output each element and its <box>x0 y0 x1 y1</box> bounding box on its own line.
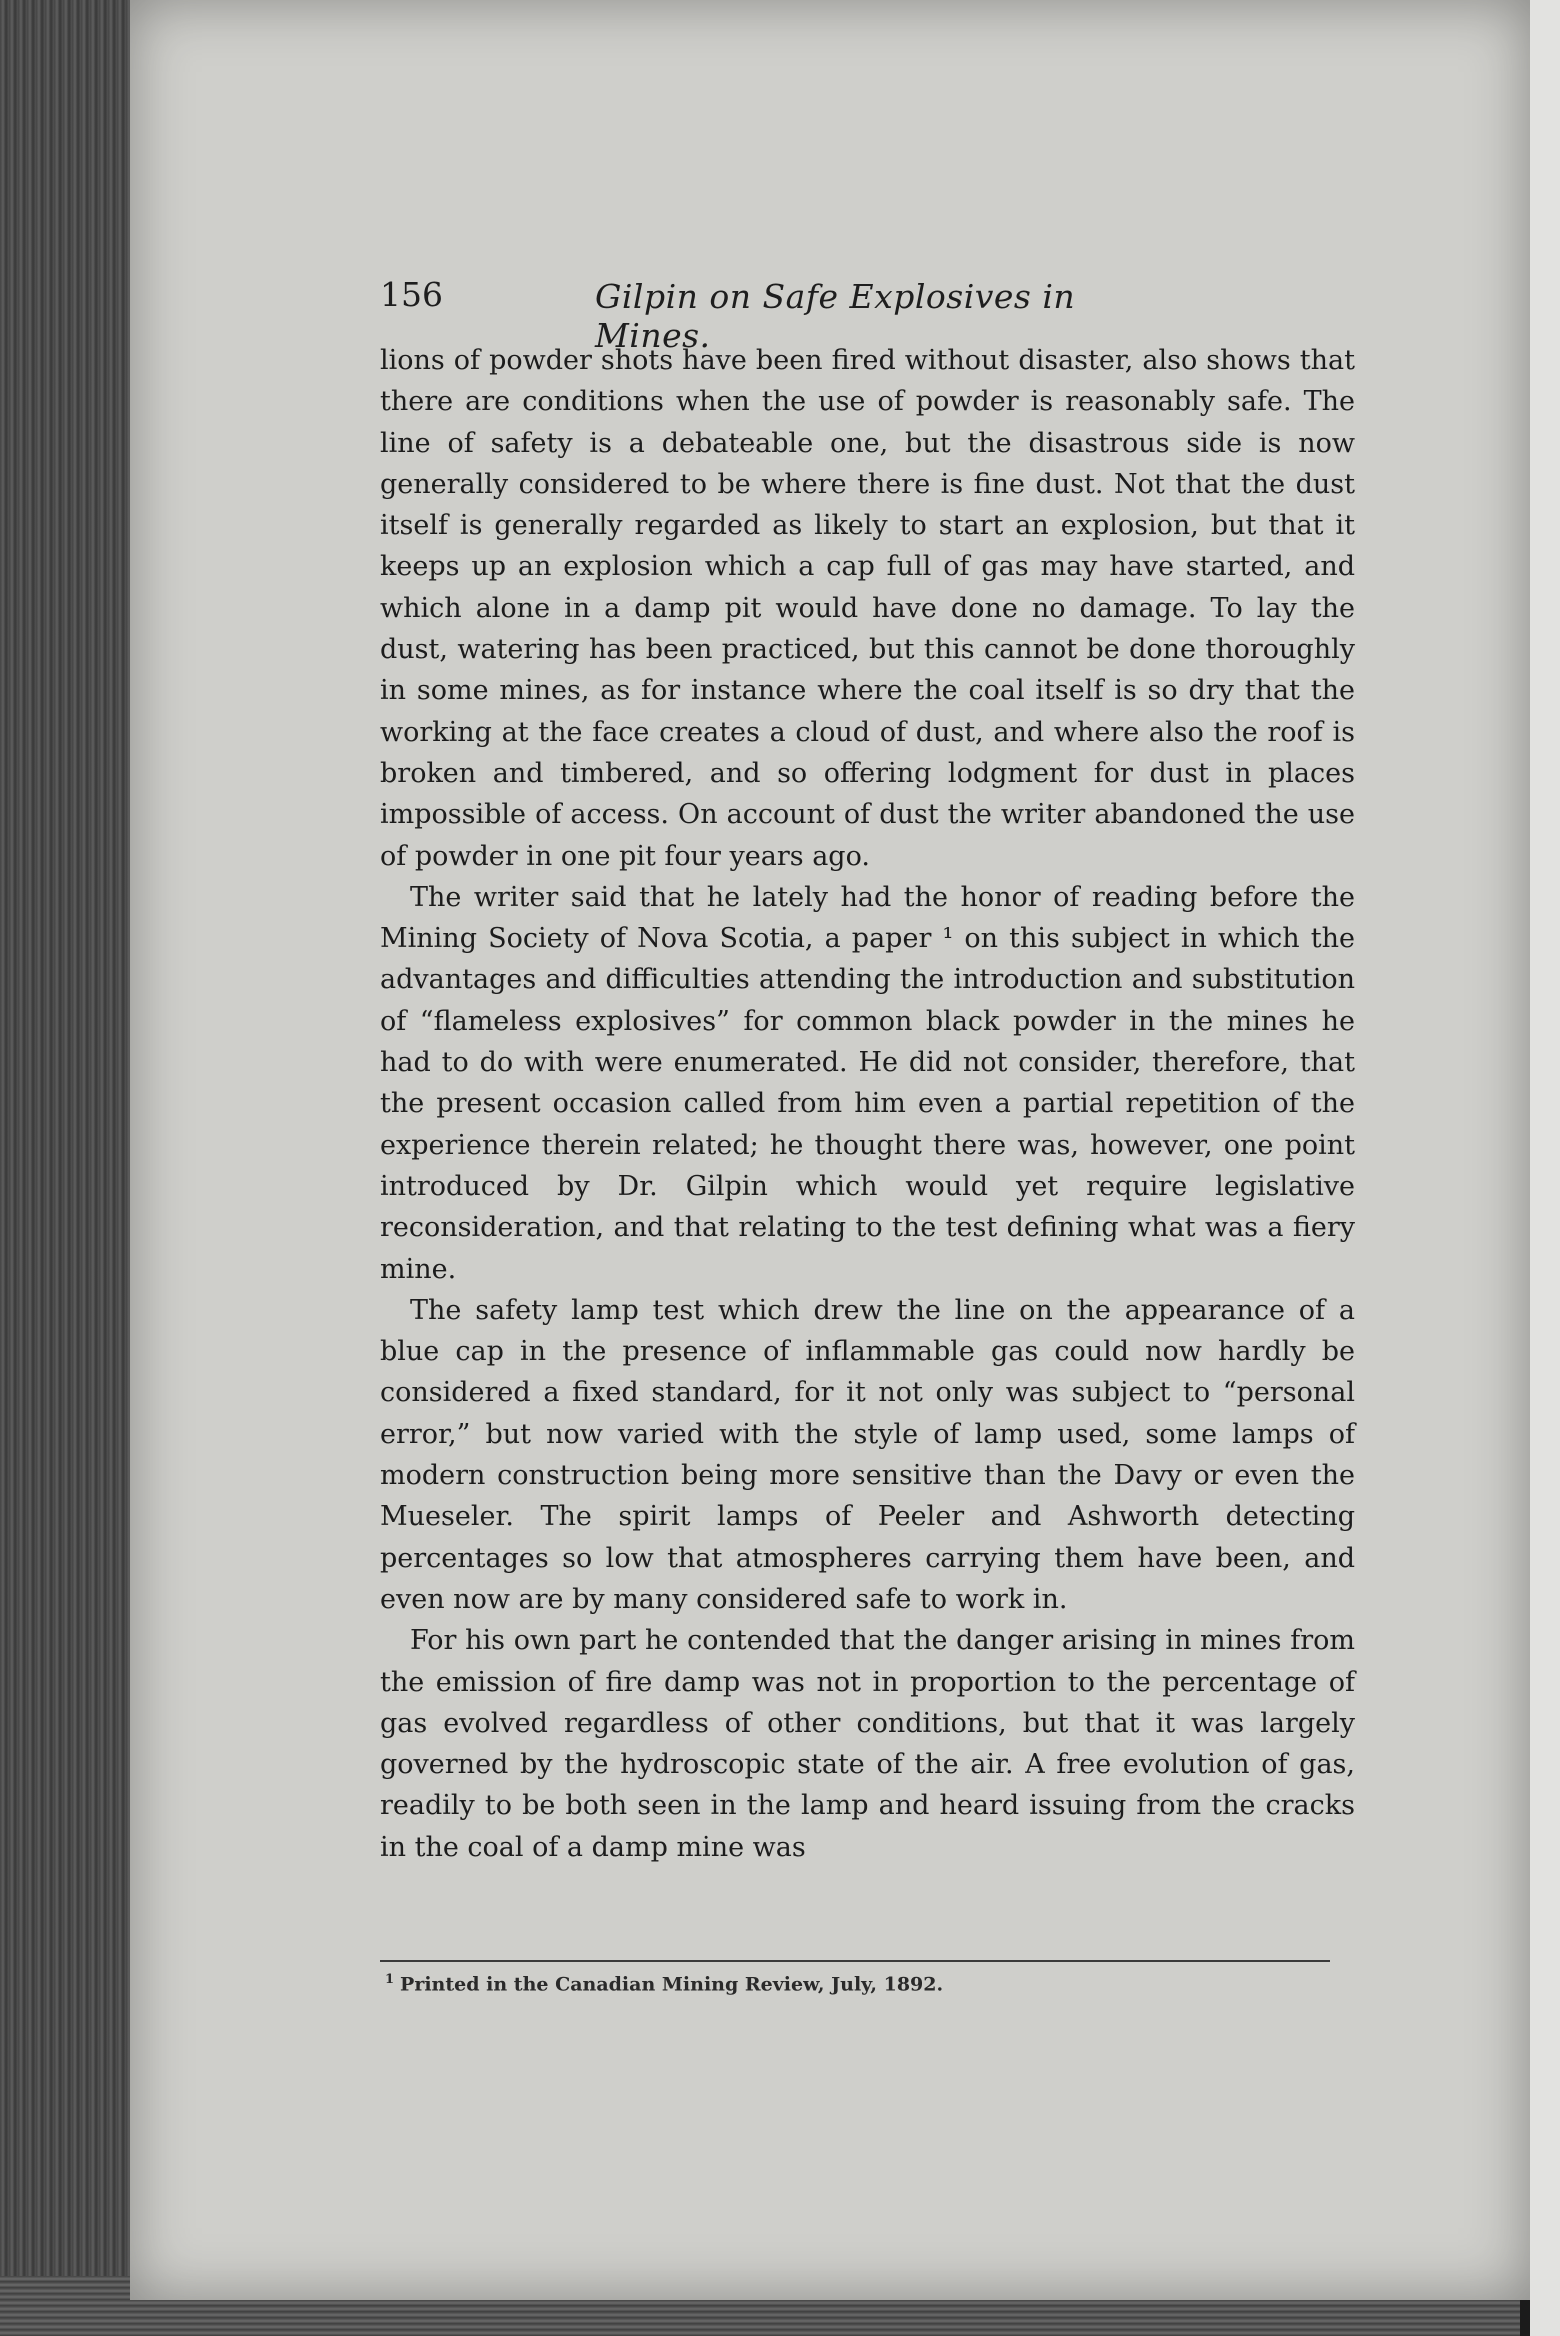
running-title: Gilpin on Safe Explosives in Mines. <box>595 277 1076 355</box>
paragraph: The writer said that he lately had the honor of reading before the Mining Society of Nova Scotia, a paper ¹ on this subject in which the advantages and difficulties attending the introduction and substitution of “flameless explosives” for common black powder in the mines he had to do with were enumerated. He did not consider, therefore, that the present occasion called from him even a partial repetition of the experience therein related; he thought there was, however, one point introduced by Dr. Gilpin which would yet require legislative reconsideration, and that relating to the test defining what was a fiery mine. <box>380 881 1355 1285</box>
footnote-text: Printed in the Canadian Mining Review, July, 1892. <box>400 1973 944 1996</box>
facing-page-strip <box>1530 0 1560 2336</box>
footnote <box>385 1972 1285 1995</box>
paragraph: The safety lamp test which drew the line on the appearance of a blue cap in the presence of inflammable gas could now hardly be considered a fixed standard, for it not only was subject to “personal error,” but now varied with the style of lamp used, some lamps of modern construction being more sensitive than the Davy or even the Mueseler. The spirit lamps of Peeler and Ashworth detecting percentages so low that atmospheres carrying them have been, and even now are by many considered safe to work in. <box>380 1294 1355 1615</box>
paragraph-continued: lions of powder shots have been fired without disaster, also shows that there are conditions when the use of powder is reasonably safe. The line of safety is a debateable one, but the disastrous side is now generally considered to be where there is fine dust. Not that the dust itself is generally regarded as likely to start an explosion, but that it keeps up an explosion which a cap full of gas may have started, and which alone in a damp pit would have done no damage. To lay the dust, watering has been practiced, but this cannot be done thoroughly in some mines, as for instance where the coal itself is so dry that the working at the face creates a cloud of dust, and where also the roof is broken and timbered, and so offering lodgment for dust in places impossible of access. On account of dust the writer abandoned the use of powder in one pit four years ago. <box>380 345 1355 872</box>
page-number: 156 <box>380 275 443 314</box>
footnote-mark: 1 <box>385 1972 395 1987</box>
body-text <box>380 340 1355 1868</box>
page-header <box>380 275 1170 355</box>
footnote-divider <box>380 1960 1330 1962</box>
paragraph: For his own part he contended that the danger arising in mines from the emission of fire damp was not in proportion to the percentage of gas evolved regardless of other conditions, but that it was largely governed by the hydroscopic state of the air. A free evolution of gas, readily to be both seen in the lamp and heard issuing from the cracks in the coal of a damp mine was <box>380 1625 1355 1863</box>
book-page-edges-left <box>0 0 150 2336</box>
